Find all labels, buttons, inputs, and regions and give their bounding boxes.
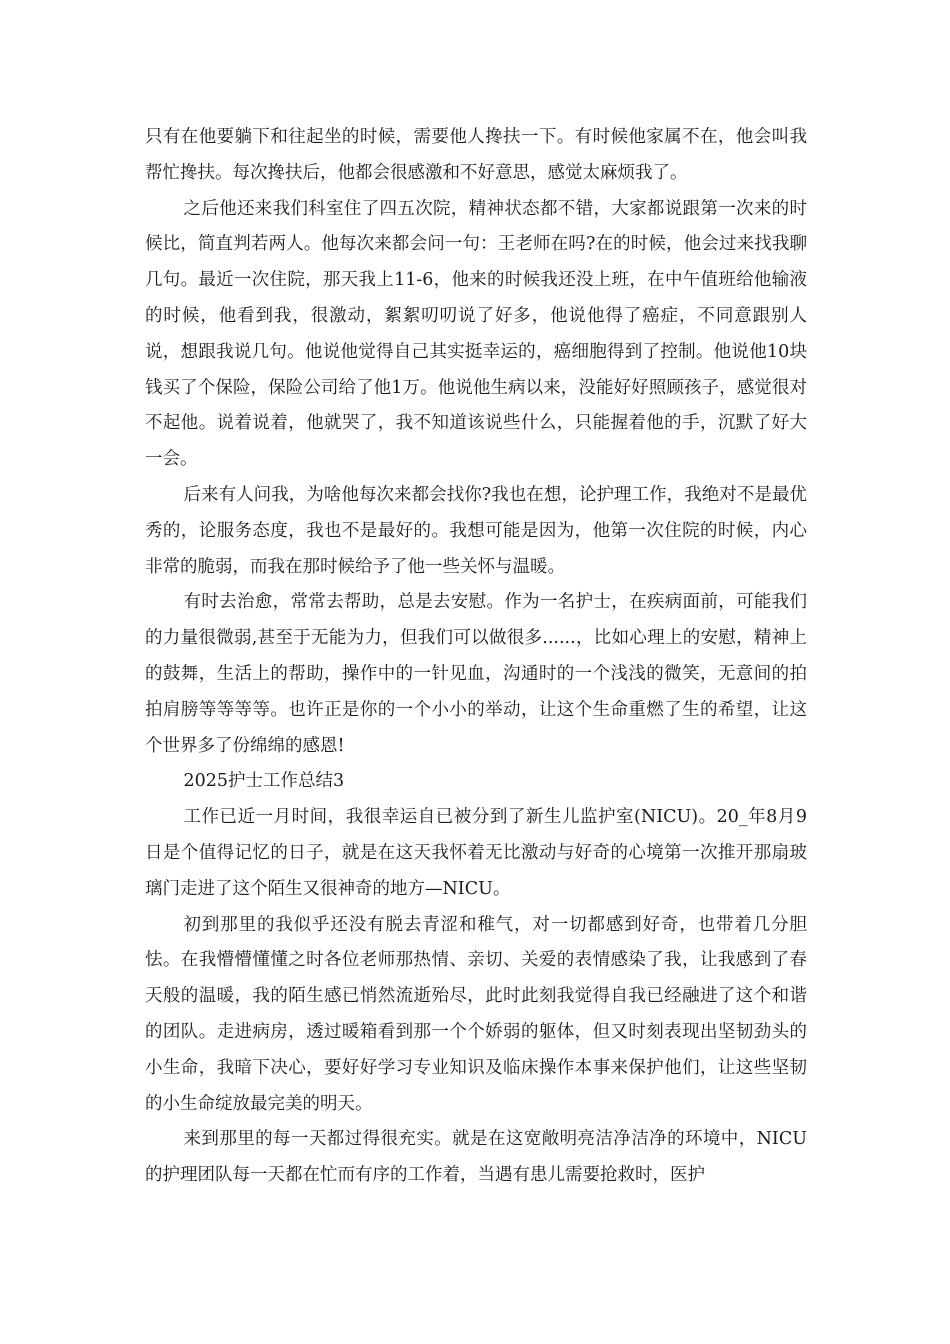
paragraph-why-me: 后来有人问我，为啥他每次来都会找你?我也在想，论护理工作，我绝对不是最优秀的，论服务态度，我也不是最好的。我想可能是因为，他第一次住院的时候，内心非常的脆弱，而我在那时候给予了他一些关怀与温暖。: [145, 484, 807, 577]
section-heading: 2025护士工作总结3: [183, 771, 345, 792]
paragraph-first-days: 初到那里的我似乎还没有脱去青涩和稚气，对一切都感到好奇，也带着几分胆怯。在我懵懵懂懂之时各位老师那热情、亲切、关爱的表情感染了我，让我感到了春天般的温暖，我的陌生感已悄然流逝殆尽，此时此刻我觉得自我已经融进了这个和谐的团队。走进病房，透过暖箱看到那一个个娇弱的躯体，但又时刻表现出坚韧劲头的小生命，我暗下决心，要好好学习专业知识及临床操作本事来保护他们，让这些坚韧的小生命绽放最完美的明天。: [145, 914, 807, 1114]
paragraph-daily-work: 来到那里的每一天都过得很充实。就是在这宽敞明亮洁净洁净的环境中，NICU的护理团队每一天都在忙而有序的工作着，当遇有患儿需要抢救时，医护: [145, 1129, 807, 1186]
paragraph-continuation: 只有在他要躺下和往起坐的时候，需要他人搀扶一下。有时候他家属不在，他会叫我帮忙搀扶。每次搀扶后，他都会很感激和不好意思，感觉太麻烦我了。: [145, 127, 807, 183]
document-page: [145, 120, 807, 1194]
paragraph-nursing-reflection: 有时去治愈，常常去帮助，总是去安慰。作为一名护士，在疾病面前，可能我们的力量很微弱,甚至于无能为力，但我们可以做很多......，比如心理上的安慰，精神上的鼓舞，生活上的帮助，操作中的一针见血，沟通时的一个浅浅的微笑，无意间的拍拍肩膀等等等等。也许正是你的一个小小的举动，让这个生命重燃了生的希望，让这个世界多了份绵绵的感恩!: [145, 592, 807, 756]
paragraph-nicu-intro: 工作已近一月时间，我很幸运自已被分到了新生儿监护室(NICU)。20_年8月9日是个值得记忆的日子，就是在这天我怀着无比激动与好奇的心境第一次推开那扇玻璃门走进了这个陌生又很神奇的地方—NICU。: [145, 807, 807, 899]
paragraph-patient-visits: 之后他还来我们科室住了四五次院，精神状态都不错，大家都说跟第一次来的时候比，简直判若两人。他每次来都会问一句：王老师在吗?在的时候，他会过来找我聊几句。最近一次住院，那天我上11-6，他来的时候我还没上班，在中午值班给他输液的时候，他看到我，很激动，絮絮叨叨说了好多，他说他得了癌症，不同意跟别人说，想跟我说几句。他说他觉得自己其实挺幸运的，癌细胞得到了控制。他说他10块钱买了个保险，保险公司给了他1万。他说他生病以来，没能好好照顾孩子，感觉很对不起他。说着说着，他就哭了，我不知道该说些什么，只能握着他的手，沉默了好大一会。: [145, 198, 807, 470]
